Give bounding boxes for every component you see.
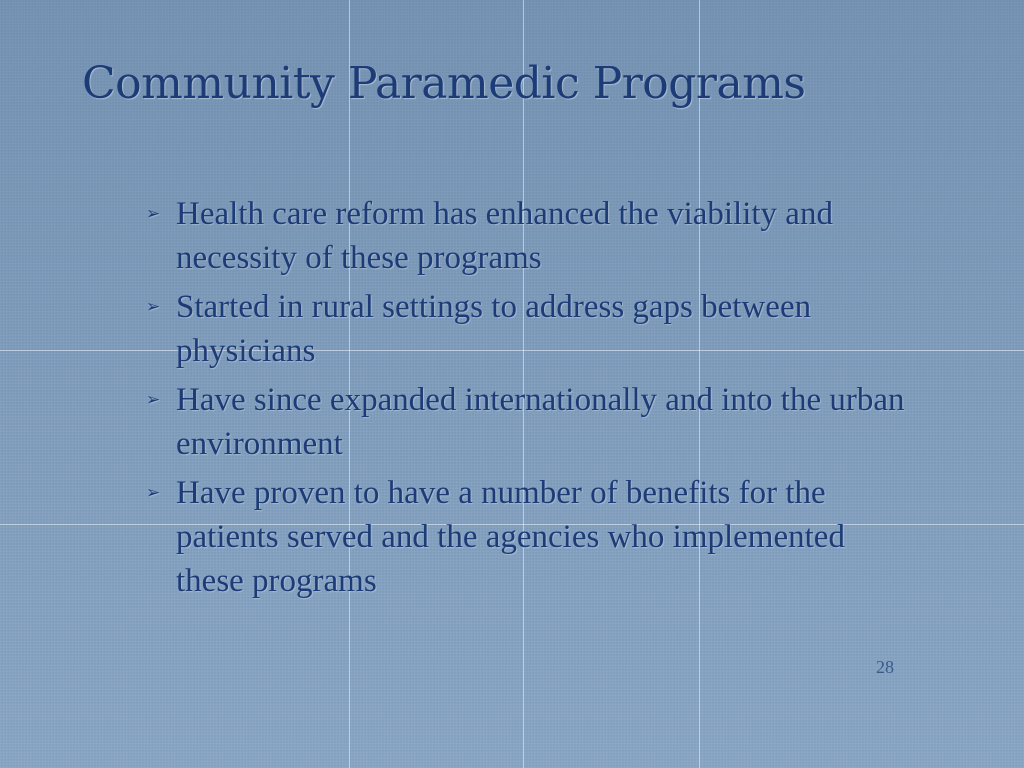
arrow-bullet-icon: ➢ — [146, 390, 161, 410]
bullet-item — [146, 471, 906, 603]
arrow-bullet-icon: ➢ — [146, 204, 161, 224]
bullet-list — [146, 192, 906, 608]
bullet-item — [146, 285, 906, 373]
bullet-item — [146, 378, 906, 466]
bullet-text: Have proven to have a number of benefits for the patients served and the agencies who implemented these programs — [176, 475, 845, 599]
arrow-bullet-icon: ➢ — [146, 297, 161, 317]
slide-number: 28 — [876, 657, 894, 677]
bullet-text: Health care reform has enhanced the viability and necessity of these programs — [176, 196, 833, 276]
bullet-item — [146, 192, 906, 280]
slide-title: Community Paramedic Programs — [82, 58, 806, 109]
arrow-bullet-icon: ➢ — [146, 483, 161, 503]
bullet-text: Have since expanded internationally and into the urban environment — [176, 382, 905, 462]
bullet-text: Started in rural settings to address gaps between physicians — [176, 289, 812, 369]
